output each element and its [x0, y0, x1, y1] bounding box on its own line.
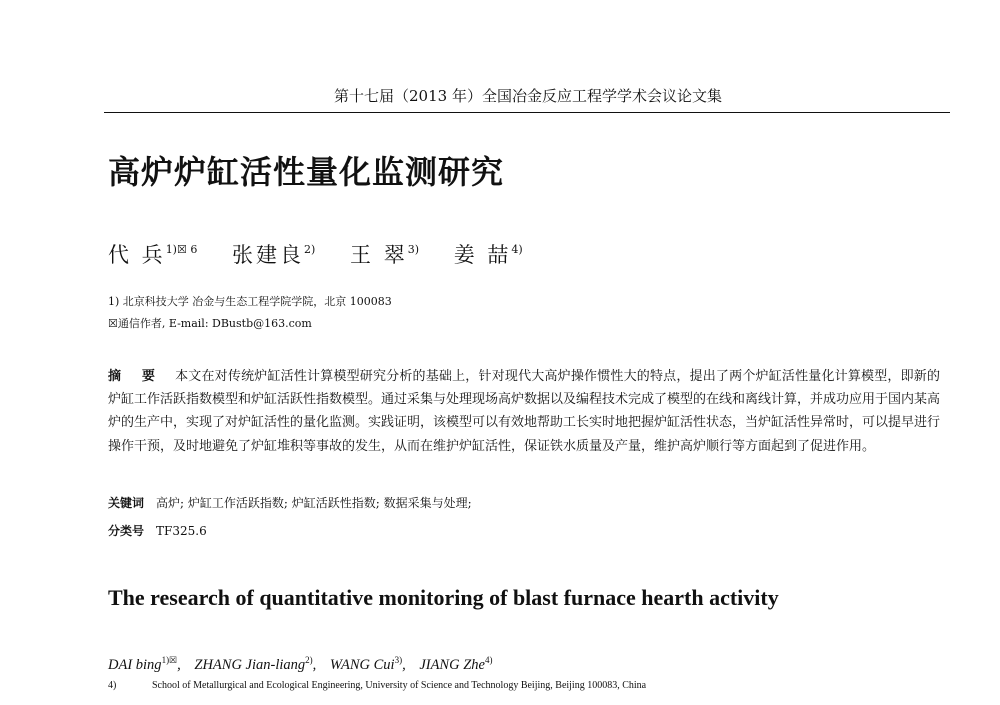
title-english: The research of quantitative monitoring of blast furnace hearth activity [108, 585, 779, 610]
author-en-name: DAI bing [108, 656, 162, 673]
author-cn-name: 张建良 [232, 243, 305, 267]
author-cn-name: 代 兵 [108, 243, 166, 267]
author-en-2 [194, 657, 316, 673]
keywords-text: 高炉; 炉缸工作活跃指数; 炉缸活跃性指数; 数据采集与处理; [156, 496, 472, 510]
affiliation-chinese: 1) 北京科技大学 冶金与生态工程学院学院，北京 100083 [108, 295, 392, 308]
authors-chinese [108, 236, 551, 269]
author-en-sep: , [312, 656, 317, 673]
author-en-3 [330, 657, 406, 673]
author-cn-name: 王 翠 [350, 243, 408, 267]
author-en-1 [108, 657, 181, 673]
author-cn-2 [232, 243, 315, 267]
author-en-mark: 1)☒ [161, 655, 178, 665]
author-cn-mark: 2) [304, 243, 316, 256]
running-header: 第十七届（2013 年）全国冶金反应工程学学术会议论文集 [334, 87, 722, 105]
corresponding-author: ☒通信作者, E-mail: DBustb@163.com [108, 317, 312, 330]
abstract-label: 摘 要 [108, 369, 164, 384]
abstract-text: 本文在对传统炉缸活性计算模型研究分析的基础上，针对现代大高炉操作惯性大的特点，提出了两个炉缸活性量化计算模型，即新的炉缸工作活跃指数模型和炉缸活跃性指数模型。通过采集与处理现场高炉数据以及编程技术完成了模型的在线和离线计算，并成功应用于国内某高炉的生产中，实现了对炉缸活性的量化监测。实践证明，该模型可以有效地帮助工长实时地把握炉缸活性状态，当炉缸活性异常时，可以提早进行操作干预，及时地避免了炉缸堆积等事故的发生，从而在维护炉缸活性，保证铁水质量及产量，维护高炉顺行等方面起到了促进作用。 [108, 369, 941, 454]
author-en-4 [419, 657, 492, 673]
author-en-mark: 2) [305, 655, 313, 665]
header-rule [104, 112, 950, 113]
author-cn-3 [350, 243, 419, 267]
author-cn-4 [454, 243, 523, 267]
affiliation-en-text: School of Metallurgical and Ecological Engineering, University of Science and Technology Beijing, Beijing 100083, China [152, 680, 647, 691]
affiliation-english [108, 679, 646, 693]
author-en-name: ZHANG Jian-liang [194, 656, 306, 673]
authors-english [108, 650, 502, 675]
author-en-name: WANG Cui [329, 656, 395, 673]
title-chinese: 高炉炉缸活性量化监测研究 [108, 153, 505, 191]
author-en-mark: 4) [484, 655, 493, 665]
keywords [108, 494, 472, 512]
author-en-sep: , [402, 656, 406, 673]
author-cn-mark: 3) [407, 243, 419, 256]
author-cn-1 [108, 243, 197, 267]
abstract-chinese [108, 365, 940, 458]
classification-number [108, 522, 207, 540]
author-cn-mark: 4) [511, 243, 523, 256]
author-cn-name: 姜 喆 [453, 243, 512, 267]
classification-label: 分类号 [108, 524, 145, 538]
keywords-label: 关键词 [108, 496, 145, 510]
author-en-mark: 3) [394, 655, 403, 665]
author-cn-mark: 1)☒ 6 [165, 243, 198, 256]
affiliation-en-number: 4) [108, 680, 117, 691]
author-en-name: JIANG Zhe [419, 656, 485, 673]
author-en-sep: , [177, 656, 181, 673]
classification-text: TF325.6 [156, 524, 207, 538]
